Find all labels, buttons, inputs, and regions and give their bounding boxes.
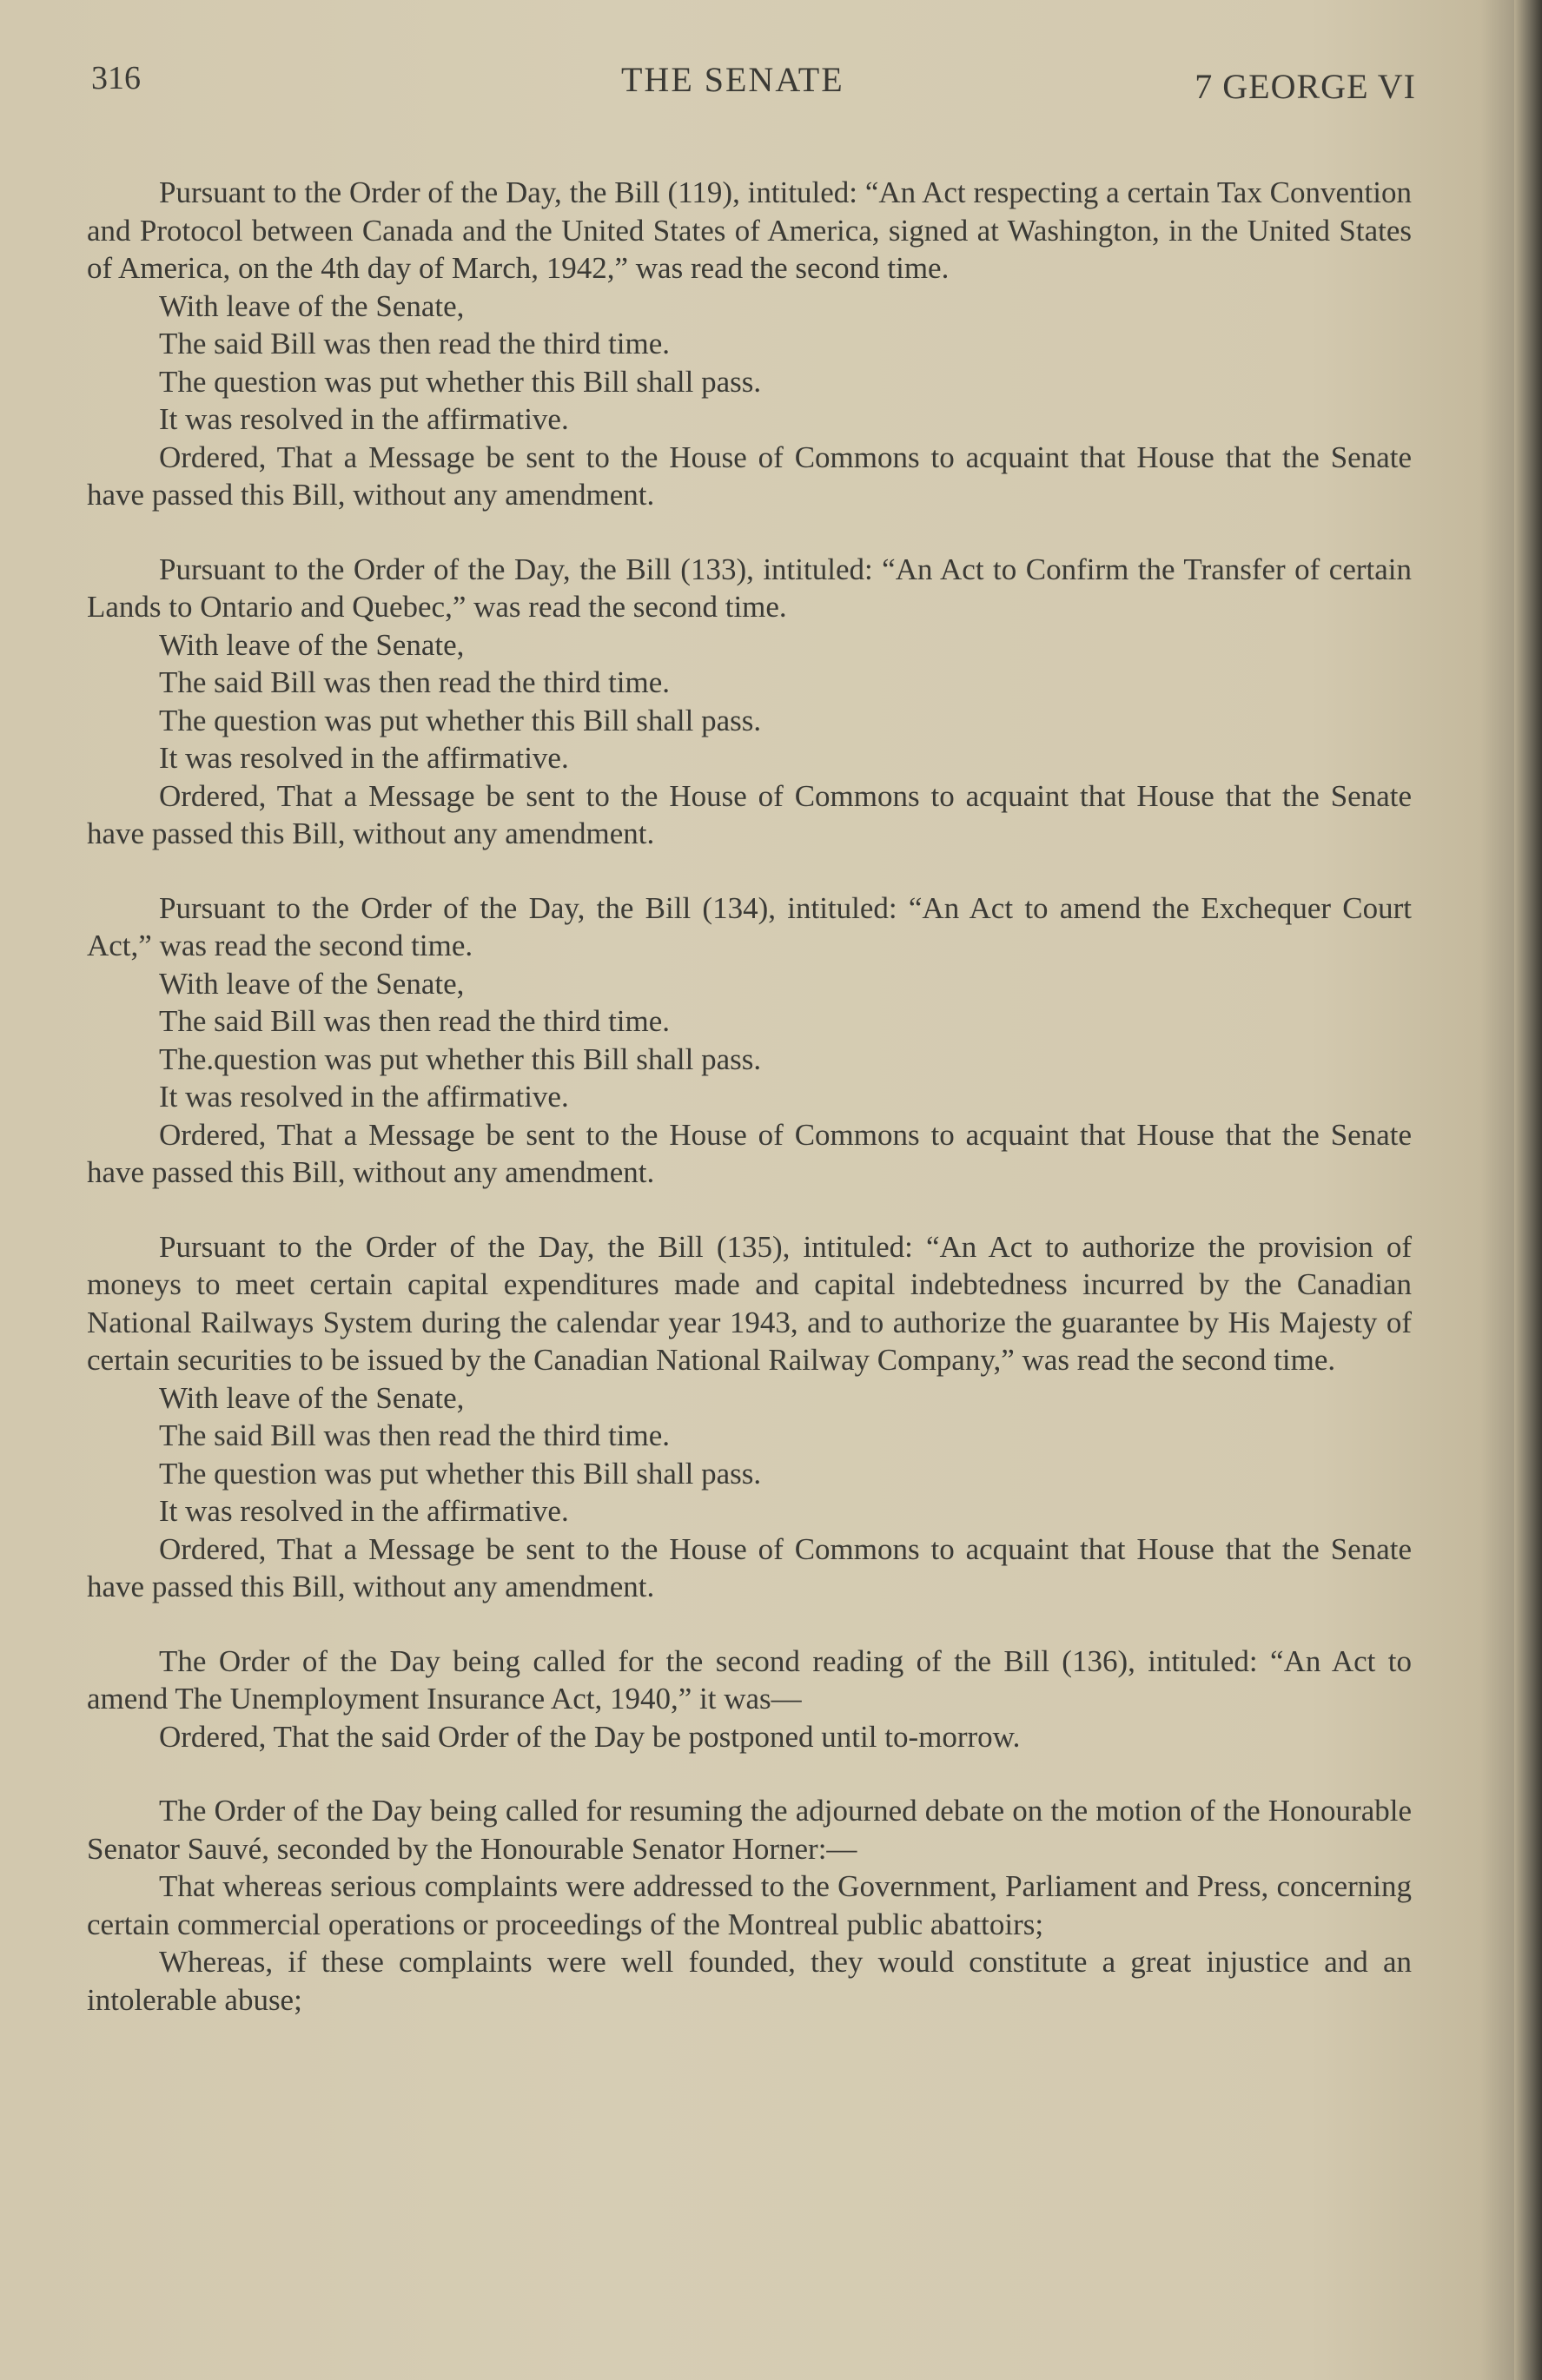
paragraph: The Order of the Day being called for the second reading of the Bill (136), intituled: “An Act to amend The Unemployment Insurance Act, 1940,” it was— [87,1643,1412,1716]
paragraph: It was resolved in the affirmative. [159,1080,569,1114]
paragraph: The question was put whether this Bill shall pass. [159,1456,762,1491]
paragraph: It was resolved in the affirmative. [159,741,569,775]
paragraph-block-bill-134 [87,889,1412,1192]
paragraph: The said Bill was then read the third time. [159,1418,671,1452]
page-number: 316 [91,60,141,96]
paragraph: The said Bill was then read the third time. [159,327,671,360]
paragraph: With leave of the Senate, [159,966,465,1001]
paragraph: The.question was put whether this Bill shall pass. [159,1041,762,1076]
paragraph: The said Bill was then read the third time. [159,665,671,699]
paragraph: Pursuant to the Order of the Day, the Bill (134), intituled: “An Act to amend the Exchequer Court Act,” was read the second time. [87,890,1412,962]
paragraph: Ordered, That a Message be sent to the House of Commons to acquaint that House that the Senate have passed this Bill, without any amendment. [87,440,1412,512]
paragraph: With leave of the Senate, [159,1380,465,1415]
paragraph: The said Bill was then read the third time. [159,1004,671,1038]
paragraph: The question was put whether this Bill shall pass. [159,703,762,737]
paragraph: Ordered, That a Message be sent to the House of Commons to acquaint that House that the Senate have passed this Bill, without any amendment. [87,778,1412,850]
paragraph: It was resolved in the affirmative. [159,402,569,436]
paragraph: Pursuant to the Order of the Day, the Bill (133), intituled: “An Act to Confirm the Transfer of certain Lands to Ontario and Quebec,” was read the second time. [87,552,1412,624]
paragraph: The question was put whether this Bill shall pass. [159,364,762,399]
paragraph: It was resolved in the affirmative. [159,1494,569,1528]
paragraph: Ordered, That a Message be sent to the House of Commons to acquaint that House that the Senate have passed this Bill, without any amendment. [87,1531,1412,1603]
paragraph: The Order of the Day being called for resuming the adjourned debate on the motion of the Honourable Senator Sauvé, seconded by the Honourable Senator Horner:— [87,1794,1412,1866]
paragraph: Pursuant to the Order of the Day, the Bill (135), intituled: “An Act to authorize the provision of moneys to meet certain capital expenditures made and capital indebtedness incurred by the Canadian National Railways System during the calendar year 1943, and to authorize the guarantee by His Majesty of certain securities to be issued by the Canadian National Railway Company,” was read the second time. [87,1229,1412,1377]
page-body [87,174,1412,2055]
paragraph: Ordered, That the said Order of the Day be postponed until to-morrow. [159,1719,1021,1754]
regnal-year: 7 GEORGE VI [1195,67,1416,106]
page-edge-shadow [1514,0,1542,2380]
paragraph-block-bill-133 [87,551,1412,853]
running-title: THE SENATE [621,60,844,99]
paragraph: Ordered, That a Message be sent to the House of Commons to acquaint that House that the Senate have passed this Bill, without any amendment. [87,1117,1412,1189]
paragraph-block-bill-119 [87,174,1412,514]
paragraph: Pursuant to the Order of the Day, the Bill (119), intituled: “An Act respecting a certain Tax Convention and Protocol between Canada and the United States of America, signed at Washington, in the United States of America, on the 4th day of March, 1942,” was read the second time. [87,175,1412,285]
paragraph: With leave of the Senate, [159,288,465,323]
paragraph: With leave of the Senate, [159,627,465,662]
page-header [87,54,1416,115]
paragraph: Whereas, if these complaints were well founded, they would constitute a great injustice and an intolerable abuse; [87,1945,1412,2017]
paragraph-block-bill-135 [87,1228,1412,1606]
paragraph: That whereas serious complaints were addressed to the Government, Parliament and Press, concerning certain commercial operations or proceedings of the Montreal public abattoirs; [87,1869,1412,1941]
paragraph-block-adjourned-debate [87,1792,1412,2019]
paragraph-block-bill-136 [87,1643,1412,1756]
